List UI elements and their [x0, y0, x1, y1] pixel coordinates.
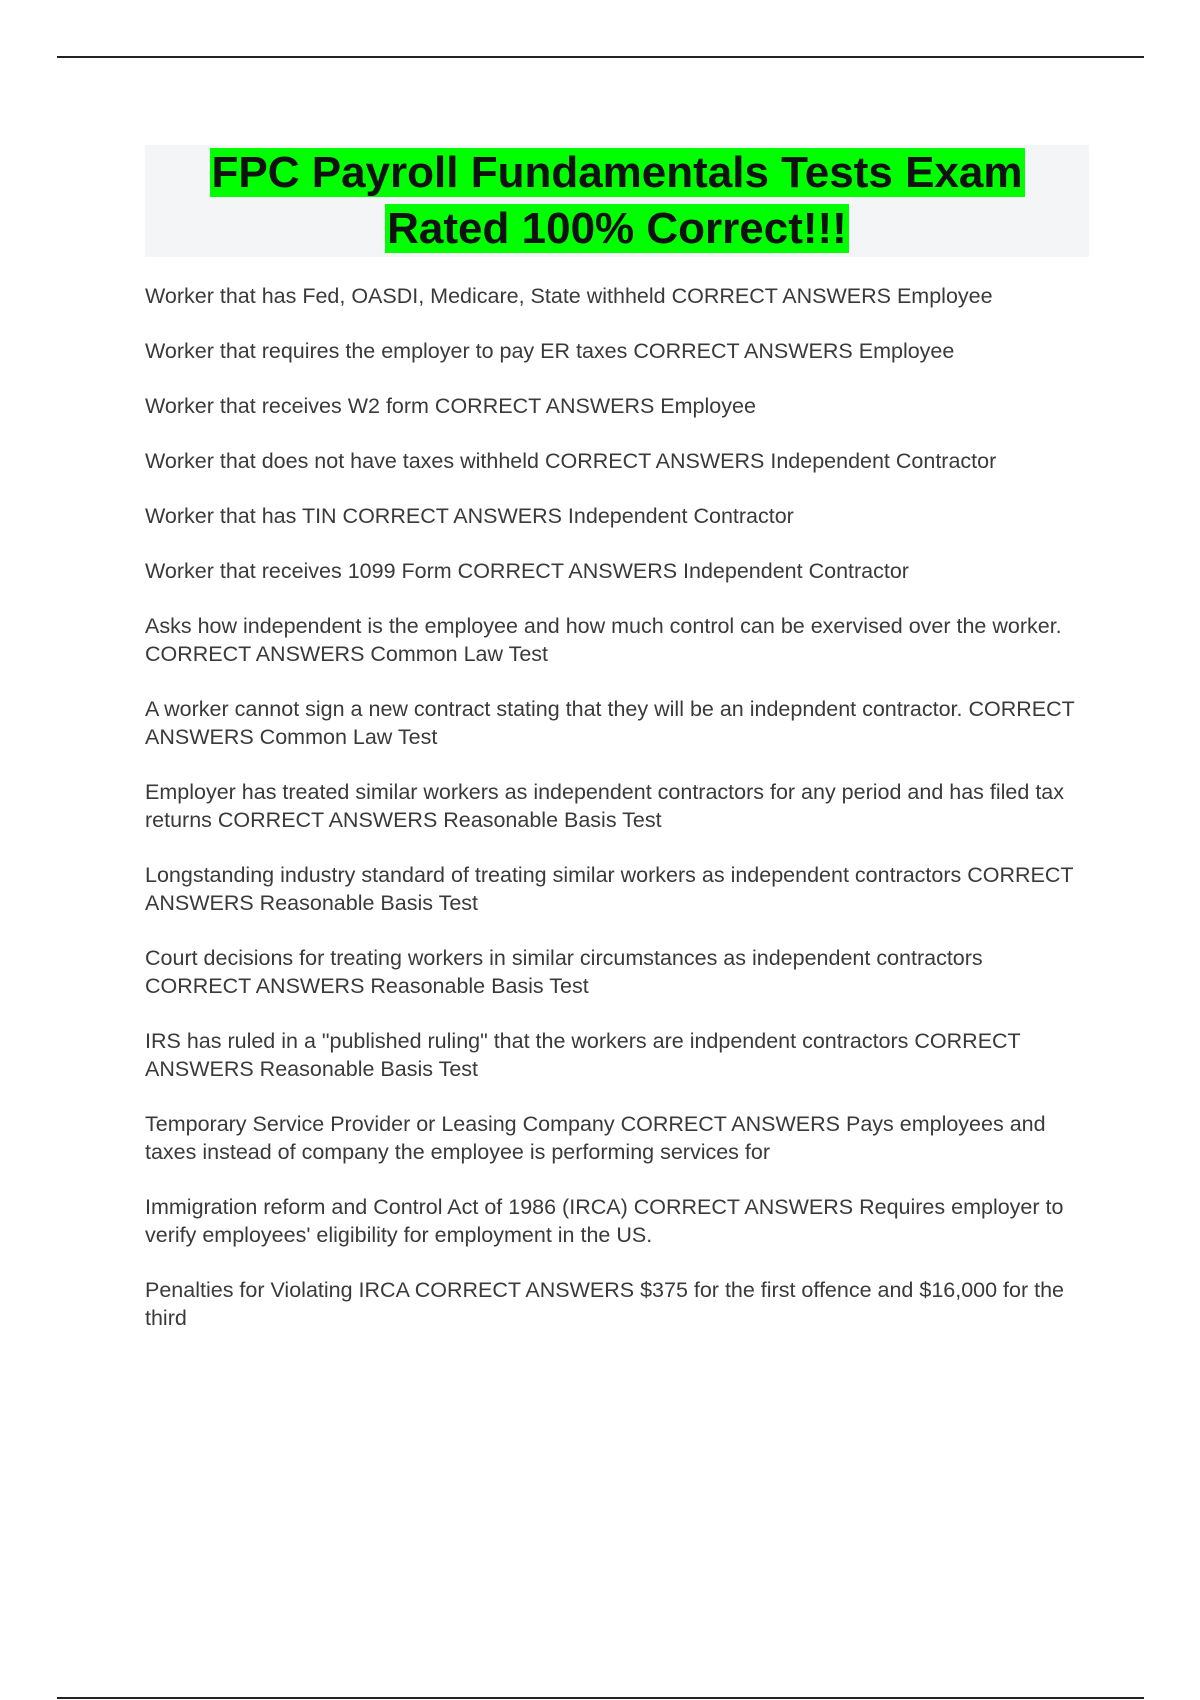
top-divider — [57, 56, 1144, 58]
qa-item: Immigration reform and Control Act of 1986 (IRCA) CORRECT ANSWERS Requires employer to verify employees' eligibility for employment in the US. — [145, 1195, 1064, 1247]
bottom-divider — [57, 1697, 1144, 1699]
qa-item: Longstanding industry standard of treating similar workers as independent contractors CORRECT ANSWERS Reasonable Basis Test — [145, 863, 1074, 915]
qa-item: Worker that requires the employer to pay ER taxes CORRECT ANSWERS Employee — [145, 339, 955, 363]
title-line-2: Rated 100% Correct!!! — [387, 204, 847, 253]
qa-item: Penalties for Violating IRCA CORRECT ANSWERS $375 for the first offence and $16,000 for the third — [145, 1278, 1065, 1330]
qa-item: A worker cannot sign a new contract stating that they will be an indepndent contractor. CORRECT ANSWERS Common Law Test — [145, 697, 1075, 749]
qa-item: Employer has treated similar workers as independent contractors for any period and has filed tax returns CORRECT ANSWERS Reasonable Basis Test — [145, 780, 1064, 832]
qa-item: Asks how independent is the employee and how much control can be exervised over the worker. CORRECT ANSWERS Common Law Test — [145, 614, 1062, 666]
document-title — [145, 145, 1089, 257]
qa-list — [145, 282, 1090, 1359]
qa-item: Worker that has TIN CORRECT ANSWERS Independent Contractor — [145, 504, 794, 528]
qa-item: IRS has ruled in a "published ruling" that the workers are indpendent contractors CORRECT ANSWERS Reasonable Basis Test — [145, 1029, 1021, 1081]
qa-item: Worker that receives 1099 Form CORRECT ANSWERS Independent Contractor — [145, 559, 909, 583]
qa-item: Worker that does not have taxes withheld CORRECT ANSWERS Independent Contractor — [145, 449, 997, 473]
qa-item: Temporary Service Provider or Leasing Company CORRECT ANSWERS Pays employees and taxes instead of company the employee is performing services for — [145, 1112, 1046, 1164]
qa-item: Court decisions for treating workers in similar circumstances as independent contractors CORRECT ANSWERS Reasonable Basis Test — [145, 946, 983, 998]
qa-item: Worker that has Fed, OASDI, Medicare, State withheld CORRECT ANSWERS Employee — [145, 284, 993, 308]
title-line-1: FPC Payroll Fundamentals Tests Exam — [211, 148, 1023, 197]
qa-item: Worker that receives W2 form CORRECT ANSWERS Employee — [145, 394, 756, 418]
